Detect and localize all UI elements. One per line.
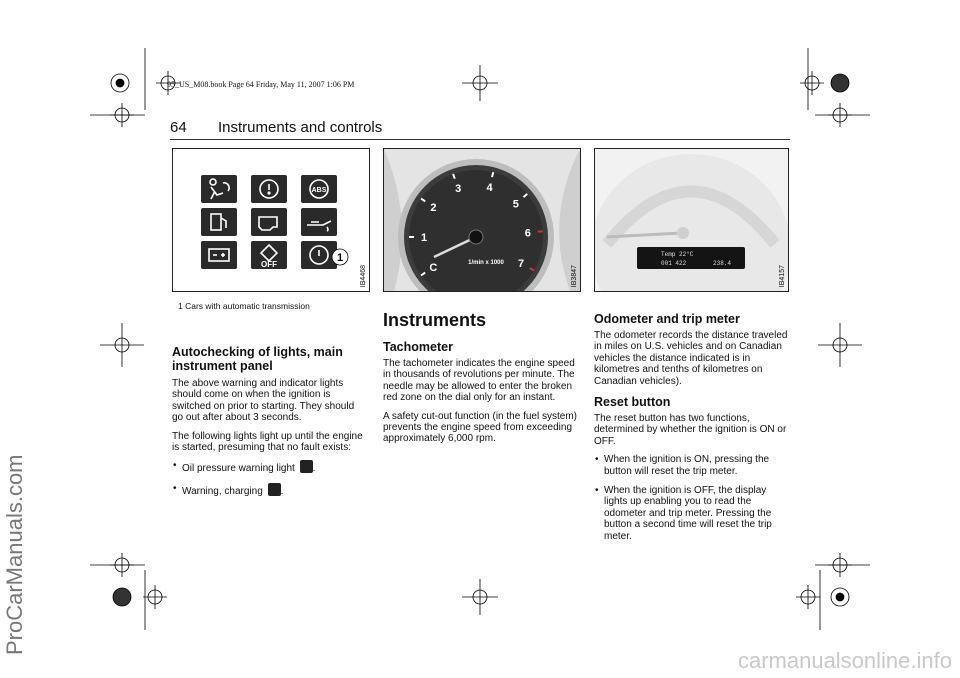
paragraph: The above warning and indicator lights should come on when the ignition is switched on prior to starting. They should go out after about 3 seconds. [172,378,355,424]
list-item: • When the ignition is ON, pressing the button will reset the trip meter. [594,454,789,477]
book-info: 95_US_M08.book Page 64 Friday, May 11, 2007 1:06 PM [167,80,355,89]
battery-charging-icon [268,483,281,496]
tach-unit-label: 1/min x 1000 [468,260,504,266]
footer-watermark: carmanualsonline.info [737,648,952,673]
list-item: • Oil pressure warning light . [172,460,367,474]
display-odometer: 001 422 [661,260,687,267]
list-item-text: Warning, charging [182,485,263,497]
bullet-list [172,460,367,497]
tach-tick [492,172,493,177]
tachometer-figure [383,148,581,292]
middle-column [383,310,578,452]
tachometer-heading: Tachometer [383,340,453,354]
figure-id: IB4468 [360,264,367,287]
tach-tick-label: 4 [486,181,493,194]
reset-button-heading: Reset button [594,395,671,410]
callout-number: 1 [336,252,344,264]
tach-tick-label: 7 [517,258,525,270]
warning-lights-figure [172,148,370,292]
instruments-heading: Instruments [383,310,487,330]
tach-tick-label: 2 [430,202,437,215]
section-title: Instruments and controls [218,119,383,136]
figure-caption: 1 Cars with automatic transmission [178,301,310,311]
list-item-text: Oil pressure warning light [182,463,295,475]
bullet-list [594,454,789,542]
page-number: 64 [170,119,187,136]
list-item: • Warning, charging . [172,483,367,497]
off-label: OFF [261,260,277,269]
paragraph: The following lights light up until the engine is started, presuming that no fault exists: [172,430,363,454]
speedometer-illustration [595,149,788,291]
left-column [172,345,367,505]
paragraph: The odometer records the distance traveled in miles on U.S. vehicles and on Canadian vehicles the distance indicated is in kilometres and tenths of kilometres on Canadian vehicles). [594,330,788,387]
tach-tick-label: C [429,261,438,274]
side-watermark: ProCarManuals.com [2,454,27,655]
autochecking-heading: Autochecking of lights, main instrument panel [172,345,343,373]
tach-tick-label: 1 [420,232,428,244]
paragraph: The reset button has two functions, determined by whether the ignition is ON or OFF. [594,413,787,447]
odometer-heading: Odometer and trip meter [594,312,740,326]
paragraph: The tachometer indicates the engine speed in thousands of revolutions per minute. The needle may be allowed to enter the broken red zone on the dial only for an instant. [383,358,575,404]
list-item: • When the ignition is OFF, the display lights up enabling you to read the odometer and trip meter. Pressing the button a second time will reset the trip meter. [594,485,789,542]
warning-lights-illustration [173,149,369,291]
paragraph: A safety cut-out function (in the fuel system) prevents the engine speed from exceeding approximately 6,000 rpm. [383,410,577,445]
header-rule [170,139,790,140]
figure-id: IB3847 [571,264,578,287]
oil-pressure-icon [300,460,313,473]
display-trip: 238.4 [713,260,732,267]
speedometer-figure [594,148,789,292]
abs-label: ABS [311,187,327,194]
tachometer-illustration [384,149,580,291]
tach-tick-label: 3 [455,183,462,196]
display-temp: Temp 22°C [661,251,694,258]
right-column [594,312,789,550]
figure-id: IB4157 [779,264,786,287]
tach-tick-label: 5 [512,198,519,211]
tach-tick-label: 6 [524,227,531,240]
